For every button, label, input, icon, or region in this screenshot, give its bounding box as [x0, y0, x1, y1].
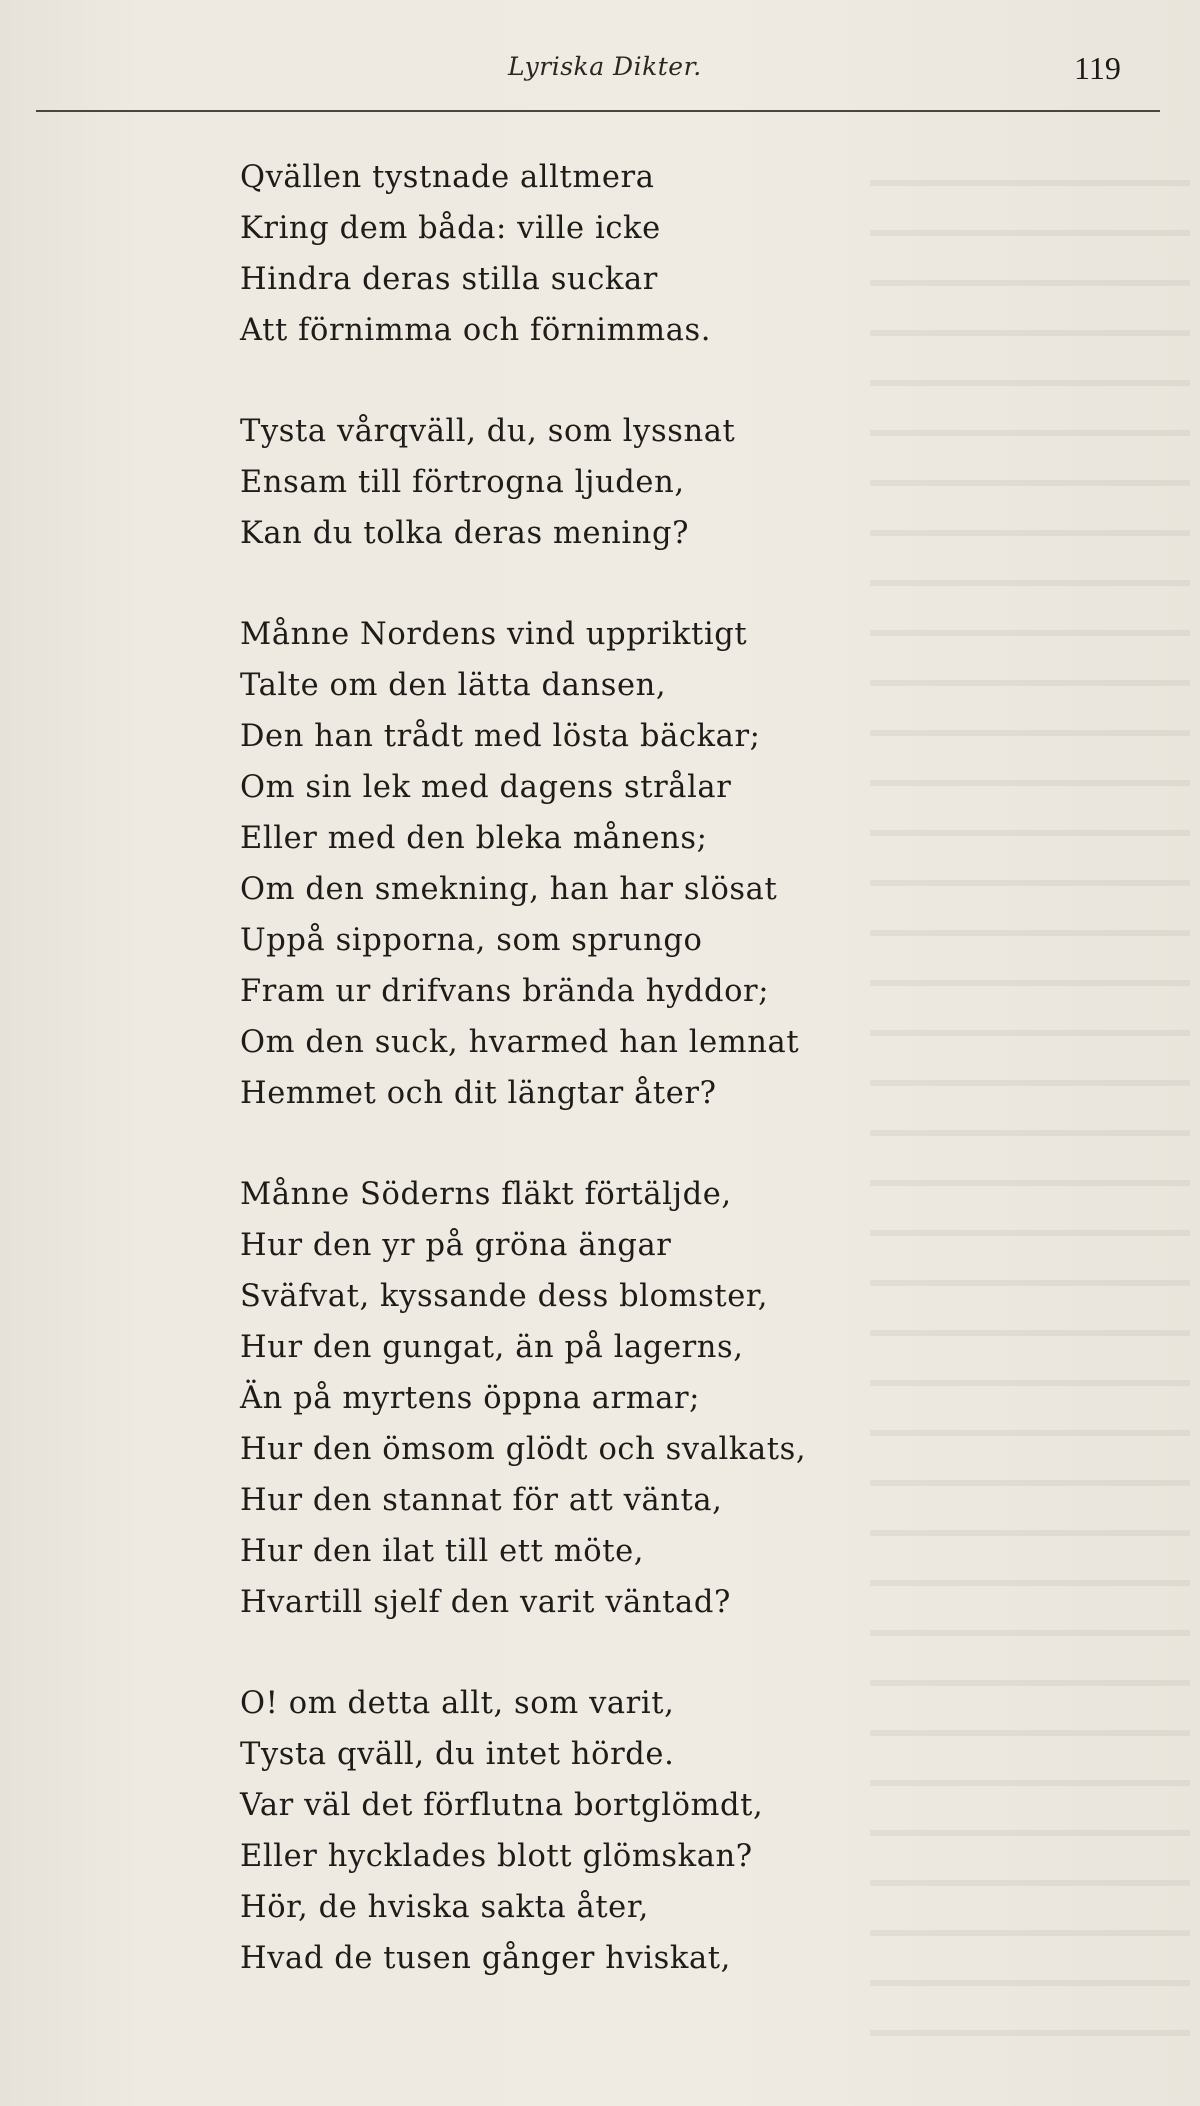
- stanza: [240, 406, 940, 559]
- poem-line: Hur den ilat till ett möte,: [240, 1534, 645, 1569]
- poem-line: Hvad de tusen gånger hviskat,: [240, 1941, 731, 1976]
- poem-line: Qvällen tystnade alltmera: [240, 160, 655, 195]
- poem-line: Kan du tolka deras mening?: [240, 516, 690, 551]
- header-rule: [36, 110, 1160, 112]
- poem-line: Uppå sipporna, som sprungo: [240, 923, 703, 958]
- poem-line: Kring dem båda: ville icke: [240, 211, 661, 246]
- poem-line: Hur den stannat för att vänta,: [240, 1483, 723, 1518]
- poem-line: Att förnimma och förnimmas.: [240, 313, 712, 348]
- poem-line: Ensam till förtrogna ljuden,: [240, 465, 685, 500]
- poem-line: Om sin lek med dagens strålar: [240, 770, 732, 805]
- poem-line: Om den smekning, han har slösat: [240, 872, 778, 907]
- stanza: [240, 1678, 940, 1984]
- poem-line: Hindra deras stilla suckar: [240, 262, 658, 297]
- stanza: [240, 152, 940, 356]
- poem-line: Hör, de hviska sakta åter,: [240, 1890, 649, 1925]
- poem-line: Hur den ömsom glödt och svalkats,: [240, 1432, 807, 1467]
- poem-line: Hur den yr på gröna ängar: [240, 1228, 672, 1263]
- poem-line: Tysta vårqväll, du, som lyssnat: [240, 414, 736, 449]
- poem-line: Hemmet och dit längtar åter?: [240, 1076, 717, 1111]
- running-title: Lyriska Dikter.: [508, 52, 702, 81]
- poem-body: [240, 152, 940, 2034]
- poem-line: Än på myrtens öppna armar;: [240, 1381, 701, 1416]
- stanza: [240, 1169, 940, 1628]
- poem-line: Hvartill sjelf den varit väntad?: [240, 1585, 731, 1620]
- poem-line: Eller hycklades blott glömskan?: [240, 1839, 753, 1874]
- page-number: 119: [1074, 50, 1121, 86]
- poem-line: O! om detta allt, som varit,: [240, 1686, 675, 1721]
- poem-line: Om den suck, hvarmed han lemnat: [240, 1025, 800, 1060]
- poem-line: Sväfvat, kyssande dess blomster,: [240, 1279, 768, 1314]
- poem-line: Fram ur drifvans brända hyddor;: [240, 974, 770, 1009]
- poem-line: Eller med den bleka månens;: [240, 821, 708, 856]
- poem-line: Tysta qväll, du intet hörde.: [240, 1737, 675, 1772]
- stanza: [240, 609, 940, 1119]
- poem-line: Talte om den lätta dansen,: [240, 668, 667, 703]
- poem-line: Månne Nordens vind uppriktigt: [240, 617, 748, 652]
- poem-line: Månne Söderns fläkt förtäljde,: [240, 1177, 732, 1212]
- running-head: [0, 52, 1200, 92]
- poem-line: Den han trådt med lösta bäckar;: [240, 719, 761, 754]
- poem-line: Var väl det förflutna bortglömdt,: [240, 1788, 764, 1823]
- poem-line: Hur den gungat, än på lagerns,: [240, 1330, 744, 1365]
